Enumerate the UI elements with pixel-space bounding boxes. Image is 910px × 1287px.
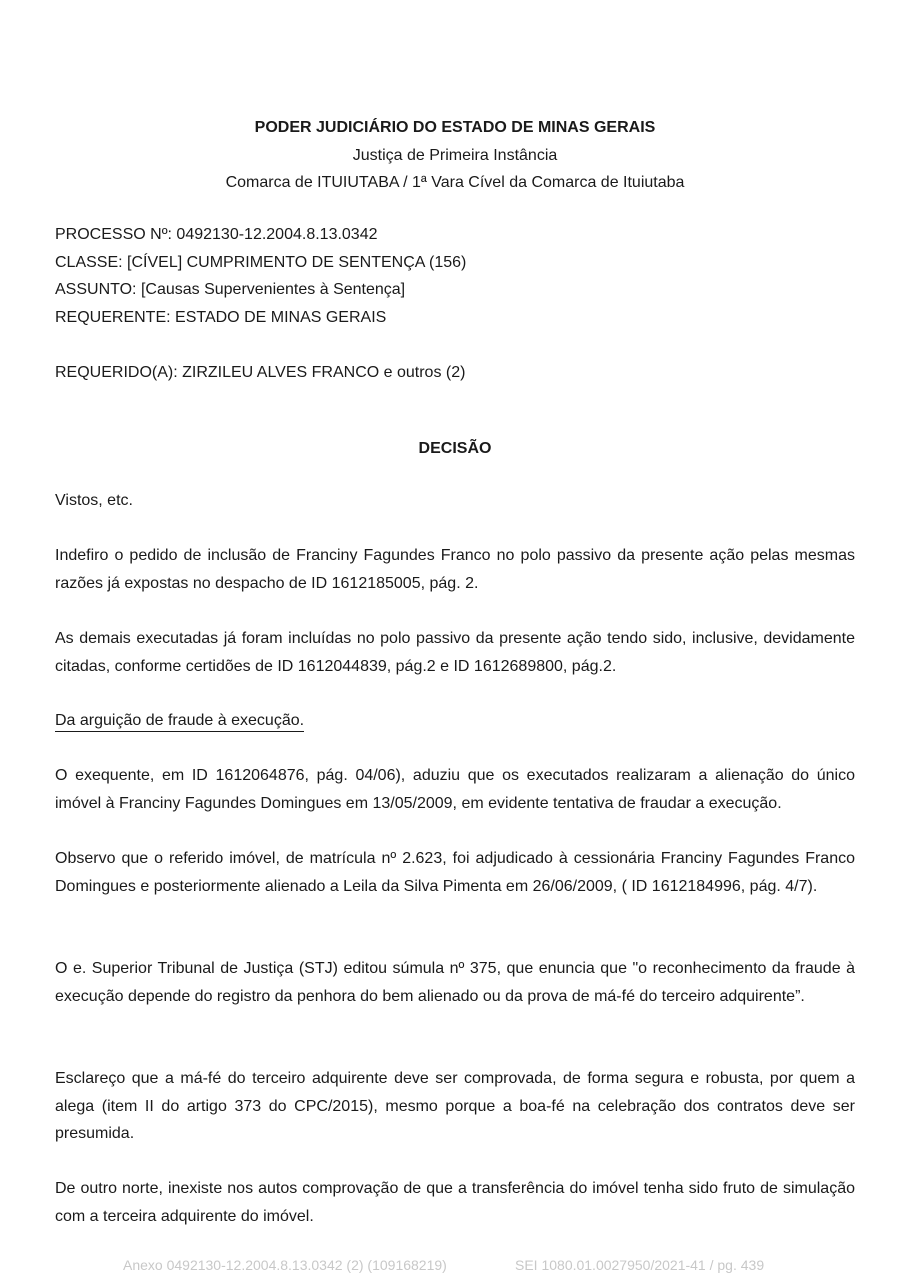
decision-opening: Vistos, etc. bbox=[55, 492, 133, 509]
case-class: CLASSE: [CÍVEL] CUMPRIMENTO DE SENTENÇA (156) bbox=[55, 254, 467, 271]
paragraph-1: Indefiro o pedido de inclusão de Franciny Fagundes Franco no polo passivo da presente ação pelas mesmas razões já expostas no despacho de ID 1612185005, pág. 2. bbox=[55, 547, 855, 592]
case-defendant: REQUERIDO(A): ZIRZILEU ALVES FRANCO e outros (2) bbox=[55, 364, 466, 381]
paragraph-3: O exequente, em ID 1612064876, pág. 04/06), aduziu que os executados realizaram a alienação do único imóvel à Franciny Fagundes Domingues em 13/05/2009, em evidente tentativa de fraudar a execução. bbox=[55, 767, 855, 812]
court-district: Comarca de ITUIUTABA / 1ª Vara Cível da Comarca de Ituiutaba bbox=[225, 174, 685, 191]
footer-sei: SEI 1080.01.0027950/2021-41 / pg. 439 bbox=[515, 1257, 765, 1273]
paragraph-4: Observo que o referido imóvel, de matrícula nº 2.623, foi adjudicado à cessionária Franciny Fagundes Franco Domingues e posteriormente alienado a Leila da Silva Pimenta em 26/06/2009, ( ID 1612184996, pág. 4/7). bbox=[55, 850, 855, 895]
decision-title: DECISÃO bbox=[418, 440, 492, 457]
footer-annex: Anexo 0492130-12.2004.8.13.0342 (2) (109168219) bbox=[123, 1257, 447, 1273]
case-plaintiff: REQUERENTE: ESTADO DE MINAS GERAIS bbox=[55, 309, 387, 326]
paragraph-6: Esclareço que a má-fé do terceiro adquirente deve ser comprovada, de forma segura e robusta, por quem a alega (item II do artigo 373 do CPC/2015), mesmo porque a boa-fé na celebração dos contratos deve ser presumida. bbox=[55, 1070, 855, 1142]
paragraph-5: O e. Superior Tribunal de Justiça (STJ) editou súmula nº 375, que enuncia que "o reconhecimento da fraude à execução depende do registro da penhora do bem alienado ou da prova de má-fé do terceiro adquirente”. bbox=[55, 960, 855, 1005]
court-title: PODER JUDICIÁRIO DO ESTADO DE MINAS GERAIS bbox=[254, 119, 656, 136]
case-subject: ASSUNTO: [Causas Supervenientes à Sentença] bbox=[55, 281, 406, 298]
paragraph-2: As demais executadas já foram incluídas no polo passivo da presente ação tendo sido, inclusive, devidamente citadas, conforme certidões de ID 1612044839, pág.2 e ID 1612689800, pág.2. bbox=[55, 630, 855, 675]
case-number: PROCESSO Nº: 0492130-12.2004.8.13.0342 bbox=[55, 226, 378, 243]
court-instance: Justiça de Primeira Instância bbox=[352, 147, 558, 164]
section-heading: Da arguição de fraude à execução. bbox=[55, 712, 304, 732]
paragraph-7: De outro norte, inexiste nos autos comprovação de que a transferência do imóvel tenha sido fruto de simulação com a terceira adquirente do imóvel. bbox=[55, 1180, 855, 1225]
